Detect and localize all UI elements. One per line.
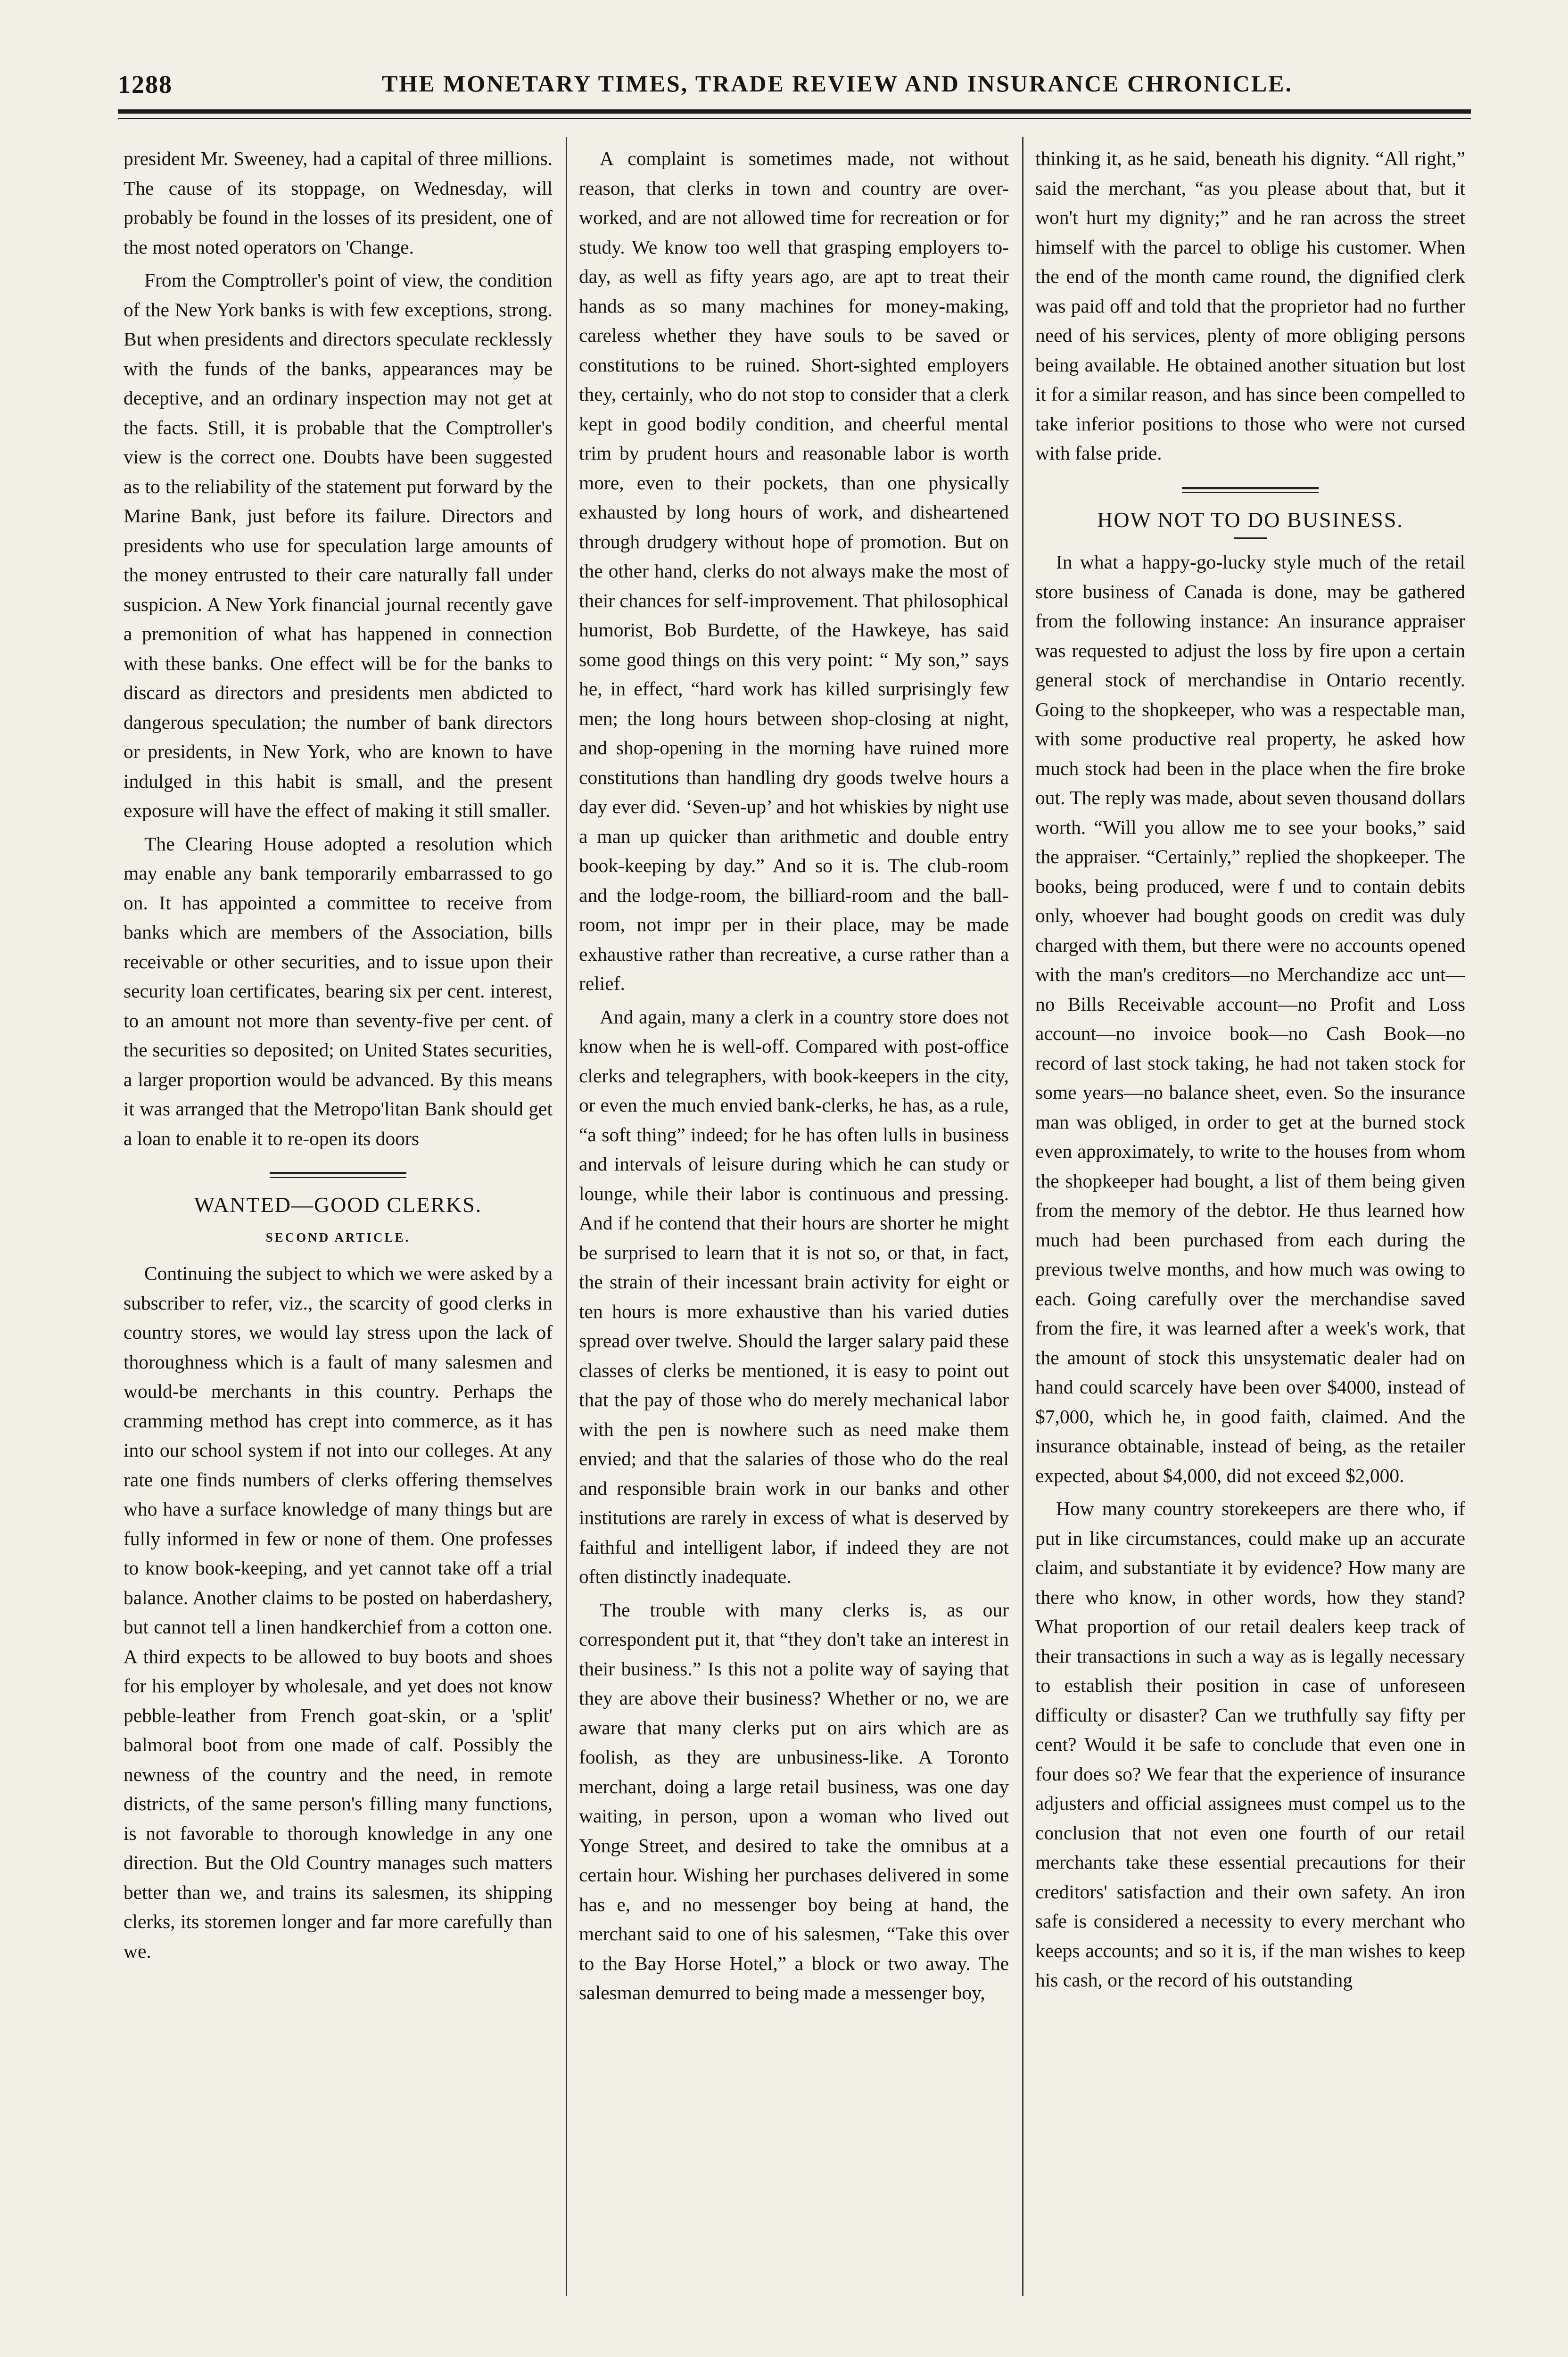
- section-rule: [1182, 487, 1319, 489]
- paragraph: And again, many a clerk in a country store does not know when he is well-off. Compared with post-office clerks and telegraphers, with book-keepers in the city, or even the much envied bank-clerks, he has, as a rule, “a soft thing” indeed; for he has often lulls in business and intervals of leisure during which he can study or lounge, while their labor is continuous and pressing. And if he contend that their hours are shorter he might be surprised to learn that it is not so, or that, in fact, the strain of their incessant brain activity for eight or ten hours is more exhaustive than his varied duties spread over twelve. Should the larger salary paid these classes of clerks be mentioned, it is easy to point out that the pay of those who do merely mechanical labor with the pen is nowhere such as need make them envied; and that the salaries of those who do the real and responsible brain work in our banks and other institutions are rarely in excess of what is deserved by faithful and intelligent labor, if indeed they are not often distinctly inadequate.: [579, 1005, 1009, 1587]
- paragraph: A complaint is sometimes made, not without reason, that clerks in town and country are over-worked, and are not allowed time for recreation or for study. We know too well that grasping employers to-day, as well as fifty years ago, are apt to treat their hands as so many machines for money-making, careless whether they have souls to be saved or constitutions to be ruined. Short-sighted employers they, certainly, who do not stop to consider that a clerk kept in good bodily condition, and cheerful mental trim by prudent hours and reasonable labor is worth more, even to their pockets, than one physically exhausted by long hours of work, and disheartened through drudgery without hope of promotion. But on the other hand, clerks do not always make the most of their chances for self-improvement. That philosophical humorist, Bob Burdette, of the Hawkeye, has said some good things on this very point: “ My son,” says he, in effect, “hard work has killed surprisingly few men; the long hours between shop-closing at night, and shop-opening in the morning have ruined more constitutions than handling dry goods twelve hours a day ever did. ‘Seven-up’ and hot whiskies by night use a man up quicker than arithmetic and double entry book-keeping by day.” And so it is. The club-room and the lodge-room, the billiard-room and the ball-room, not impr per in their place, may be made exhaustive rather than recreative, a curse rather than a relief.: [579, 148, 1009, 994]
- paragraph: From the Comptroller's point of view, the condition of the New York banks is with few exceptions, strong. But when presidents and directors speculate recklessly with the funds of the banks, appearances may be deceptive, and an ordinary inspection may not get at the facts. Still, it is probable that the Comptroller's view is the correct one. Doubts have been suggested as to the reliability of the statement put forward by the Marine Bank, just before its failure. Directors and presidents who use for speculation large amounts of the money entrusted to their care naturally fall under suspicion. A New York financial journal recently gave a premonition of what has happened in connection with these banks. One effect will be for the banks to discard as directors and presidents men abdicted to dangerous speculation; the number of bank directors or presidents, in New York, who are known to have indulged in this habit is small, and the present exposure will have the effect of making it still smaller.: [124, 269, 553, 821]
- column-2: [579, 144, 1009, 2293]
- paragraph: president Mr. Sweeney, had a capital of three millions. The cause of its stoppage, on Wednesday, will probably be found in the losses of its president, one of the most noted operators on 'Change.: [124, 148, 553, 258]
- article-subhead: SECOND ARTICLE.: [265, 1230, 411, 1244]
- header-rule-thin: [118, 118, 1471, 119]
- paragraph: thinking it, as he said, beneath his dignity. “All right,” said the merchant, “as you please about that, but it won't hurt my dignity;” and he ran across the street himself with the parcel to oblige his customer. When the end of the month came round, the dignified clerk was paid off and told that the proprietor had no further need of his services, plenty of more obliging persons being available. He obtained another situation but lost it for a similar reason, and has since been compelled to take inferior positions to those who were not cursed with false pride.: [1035, 148, 1465, 464]
- headline-dash: [1234, 537, 1267, 539]
- section-rule: [270, 1172, 406, 1174]
- section-rule-thin: [1182, 492, 1319, 493]
- running-title: THE MONETARY TIMES, TRADE REVIEW AND INSURANCE CHRONICLE.: [382, 70, 1293, 97]
- article-headline: HOW NOT TO DO BUSINESS.: [1097, 507, 1403, 532]
- paragraph: The trouble with many clerks is, as our correspondent put it, that “they don't take an interest in their business.” Is this not a polite way of saying that they are above their business? Whether or no, we are aware that many clerks put on airs which are as foolish, as they are unbusiness-like. A Toronto merchant, doing a large retail business, was one day waiting, in person, upon a woman who lived out Yonge Street, and desired to take the omnibus at a certain hour. Wishing her purchases delivered in some has e, and no messenger boy being at hand, the merchant said to one of his salesmen, “Take this over to the Bay Horse Hotel,” a block or two away. The salesman demurred to being made a messenger boy,: [579, 1599, 1009, 2003]
- column-3: [1035, 144, 1465, 2293]
- page-number: 1288: [118, 70, 173, 99]
- header-rule-thick: [118, 109, 1471, 114]
- article-headline: WANTED—GOOD CLERKS.: [194, 1193, 482, 1217]
- page-header: [118, 65, 1471, 103]
- column-1: [124, 144, 553, 2293]
- paragraph: How many country storekeepers are there who, if put in like circumstances, could make up an accurate claim, and substantiate it by evidence? How many are there who know, in other words, how they stand? What proportion of our retail dealers keep track of their transactions in such a way as is legally necessary to establish their position in case of unforeseen difficulty or disaster? Can we truthfully say fifty per cent? Would it be safe to conclude that even one in four does so? We fear that the experience of insurance adjusters and official assignees must compel us to the conclusion that not even one fourth of our retail merchants take these essential precautions for their creditors' satisfaction and their own safety. An iron safe is considered a necessity to every merchant who keeps accounts; and so it is, if the man wishes to keep his cash, or the record of his outstanding: [1035, 1498, 1465, 1991]
- section-rule-thin: [270, 1177, 406, 1178]
- paragraph: The Clearing House adopted a resolution which may enable any bank temporarily embarrassed to go on. It has appointed a committee to receive from banks which are members of the Association, bills receivable or other securities, and to issue upon their security loan certificates, bearing six per cent. interest, to an amount not more than seventy-five per cent. of the securities so deposited; on United States securities, a larger proportion would be advanced. By this means it was arranged that the Metropo'litan Bank should get a loan to enable it to re-open its doors: [124, 832, 553, 1149]
- column-divider-2: [1022, 137, 1023, 2296]
- paragraph: In what a happy-go-lucky style much of the retail store business of Canada is done, may be gathered from the following instance: An insurance appraiser was requested to adjust the loss by fire upon a certain general stock of merchandise in Ontario recently. Going to the shopkeeper, who was a respectable man, with some productive real property, he asked how much stock had been in the place when the fire broke out. The reply was made, about seven thousand dollars worth. “Will you allow me to see your books,” said the appraiser. “Certainly,” replied the shopkeeper. The books, being produced, were f und to contain debits only, whoever had bought goods on credit was duly charged with them, but there were no accounts opened with the man's creditors—no Merchandize acc unt—no Bills Receivable account—no Profit and Loss account—no invoice book—no Cash Book—no record of last stock taking, he had not taken stock for some years—no balance sheet, even. So the insurance man was obliged, in order to get at the burned stock even approximately, to write to the houses from whom the shopkeeper had bought, a list of them being given from the memory of the debtor. He thus learned how much had been purchased from each during the previous twelve months, and how much was owing to each. Going carefully over the merchandise saved from the fire, it was learned after a week's work, that the amount of stock this unsystematic dealer had on hand could scarcely have been over $4000, instead of $7,000, which he, in good faith, claimed. And the insurance obtainable, instead of being, as the retailer expected, about $4,000, did not exceed $2,000.: [1035, 551, 1465, 1486]
- column-divider-1: [566, 137, 567, 2296]
- paragraph: Continuing the subject to which we were asked by a subscriber to refer, viz., the scarcity of good clerks in country stores, we would lay stress upon the lack of thoroughness which is a fault of many salesmen and would-be merchants in this country. Perhaps the cramming method has crept into commerce, as it has into our school system if not into our colleges. At any rate one finds numbers of clerks offering themselves who have a surface knowledge of many things but are fully informed in few or none of them. One professes to know book-keeping, and yet cannot take off a trial balance. Another claims to be posted on haberdashery, but cannot tell a linen handkerchief from a cotton one. A third expects to be allowed to buy boots and shoes for his employer by wholesale, and yet does not know pebble-leather from French goat-skin, or a 'split' balmoral boot from one made of calf. Possibly the newness of the country and the need, in remote districts, of the same person's filling many functions, is not favorable to thorough knowledge in any one direction. But the Old Country manages such matters better than we, and trains its salesmen, its shipping clerks, its storemen longer and far more carefully than we.: [124, 1262, 553, 1962]
